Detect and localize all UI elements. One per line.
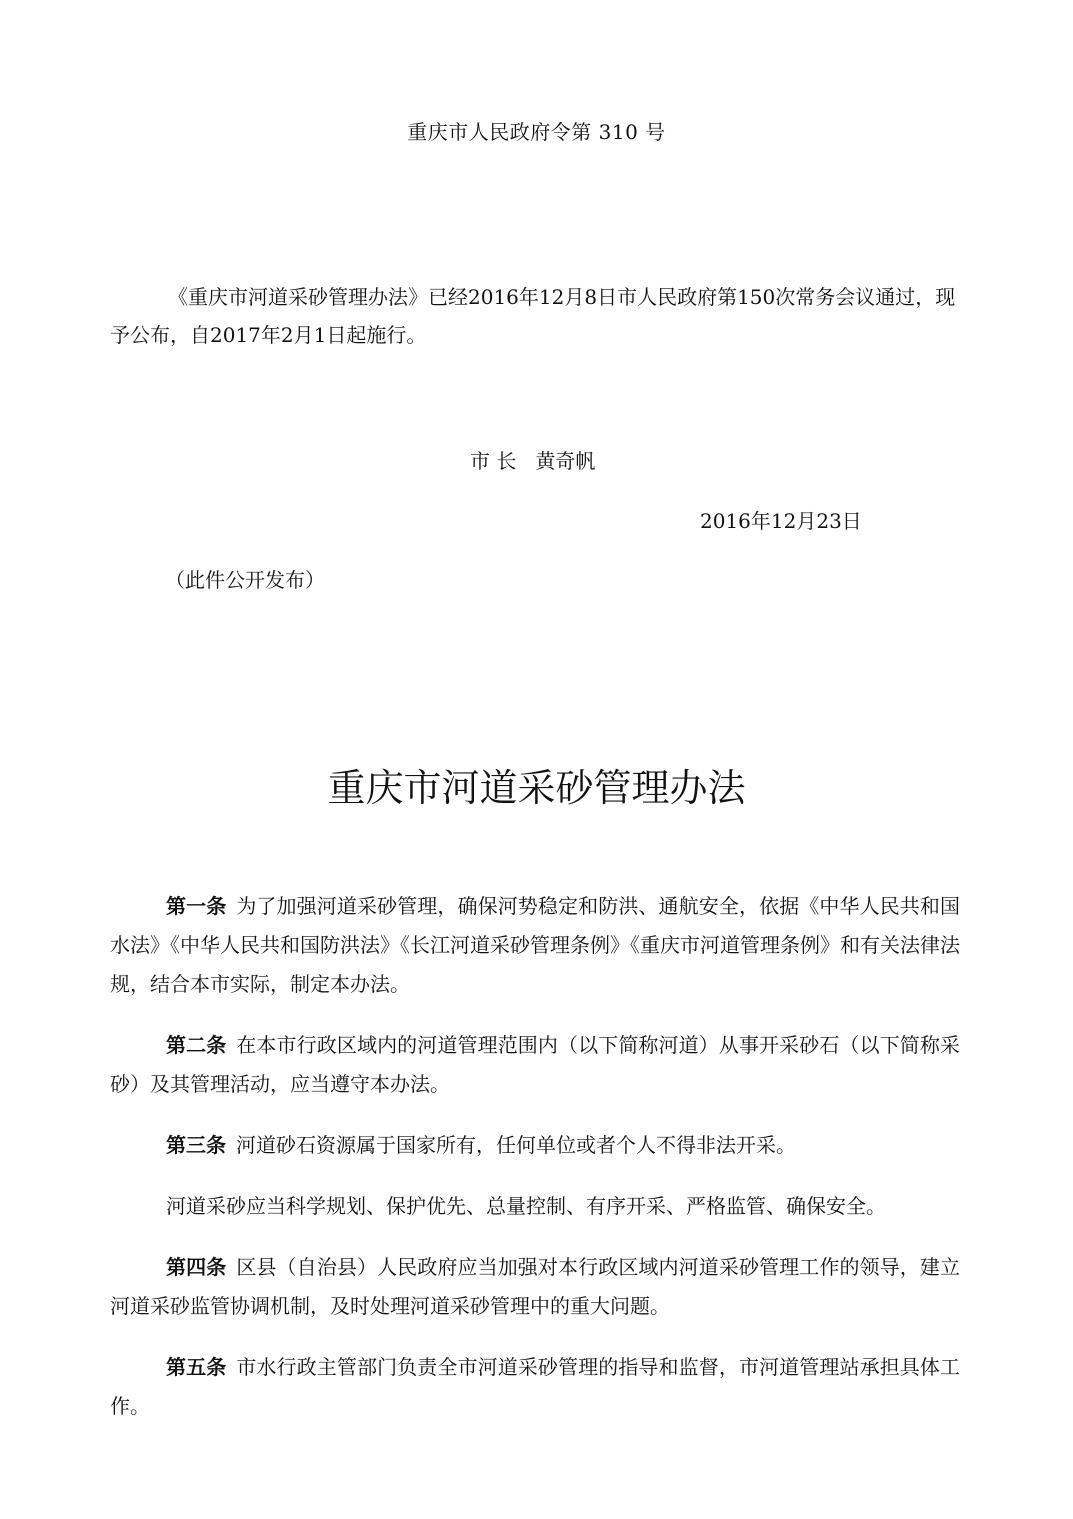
article-3 bbox=[110, 1126, 960, 1165]
order-title: 重庆市人民政府令第 310 号 bbox=[407, 120, 666, 144]
article-text: 河道砂石资源属于国家所有，任何单位或者个人不得非法开采。 bbox=[236, 1133, 796, 1157]
article-1 bbox=[110, 887, 960, 1004]
article-2 bbox=[110, 1026, 960, 1104]
article-label: 第三条 bbox=[166, 1133, 226, 1157]
article-text: 在本市行政区域内的河道管理范围内（以下简称河道）从事开采砂石（以下简称采砂）及其管理活动，应当遵守本办法。 bbox=[110, 1033, 961, 1096]
article-label: 第二条 bbox=[166, 1033, 227, 1057]
articles-list bbox=[110, 887, 960, 1448]
article-label: 第五条 bbox=[166, 1355, 227, 1379]
article-text: 河道采砂应当科学规划、保护优先、总量控制、有序开采、严格监管、确保安全。 bbox=[166, 1194, 886, 1218]
article-text: 为了加强河道采砂管理，确保河势稳定和防洪、通航安全，依据《中华人民共和国水法》《中华人民共和国防洪法》《长江河道采砂管理条例》《重庆市河道管理条例》和有关法律法规，结合本市实际，制定本办法。 bbox=[110, 894, 961, 996]
article-4 bbox=[110, 1248, 960, 1326]
public-release-note: （此件公开发布） bbox=[165, 568, 325, 592]
article-text: 区县（自治县）人民政府应当加强对本行政区域内河道采砂管理工作的领导，建立河道采砂监管协调机制，及时处理河道采砂管理中的重大问题。 bbox=[110, 1255, 961, 1318]
article-3-paragraph-2 bbox=[110, 1187, 960, 1226]
mayor-signature: 市 长 黄奇帆 bbox=[470, 449, 596, 473]
article-text: 市水行政主管部门负责全市河道采砂管理的指导和监督，市河道管理站承担具体工作。 bbox=[110, 1355, 961, 1418]
promulgation-text: 《重庆市河道采砂管理办法》已经2016年12月8日市人民政府第150次常务会议通过，现予公布，自2017年2月1日起施行。 bbox=[110, 285, 956, 347]
article-5 bbox=[110, 1348, 960, 1426]
issue-date: 2016年12月23日 bbox=[700, 509, 862, 533]
article-label: 第一条 bbox=[166, 894, 227, 918]
document-title: 重庆市河道采砂管理办法 bbox=[327, 766, 746, 810]
article-label: 第四条 bbox=[166, 1255, 227, 1279]
